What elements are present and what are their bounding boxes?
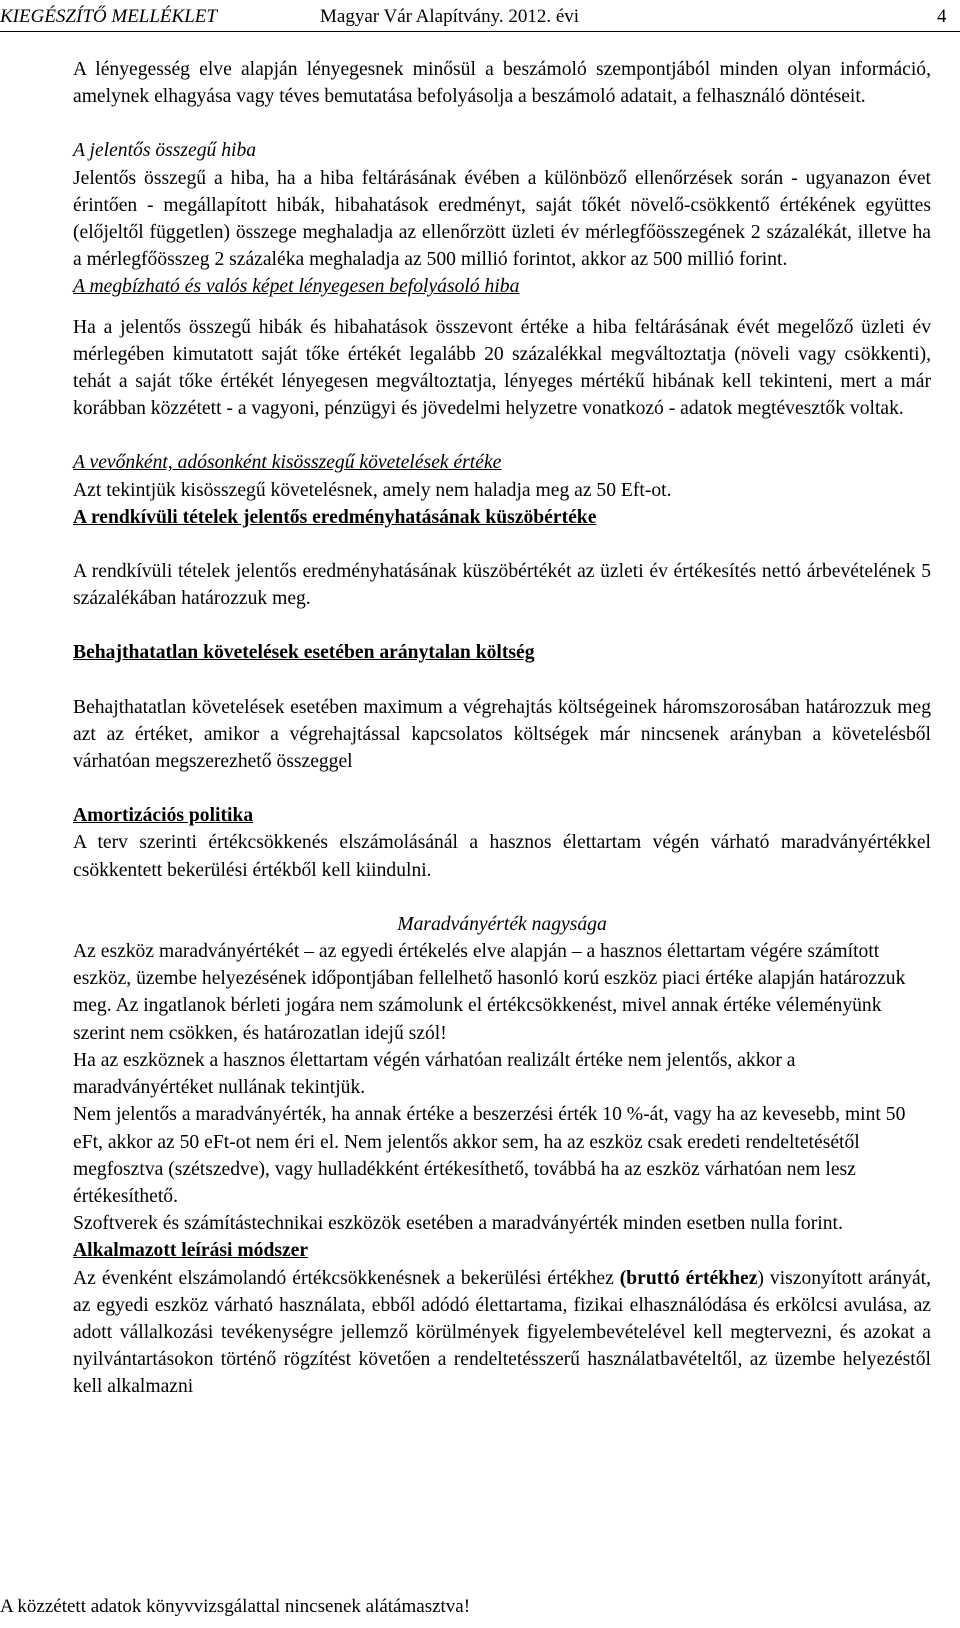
header-left: KIEGÉSZÍTŐ MELLÉKLET [0, 6, 217, 27]
section-heading: Amortizációs politika [73, 805, 254, 827]
section-body: Nem jelentős a maradványérték, ha annak értéke a beszerzési érték 10 %-át, vagy ha az kevesebb, mint 50 eFt, akkor az 50 eFt-ot nem éri el. Nem jelentős akkor sem, ha az eszköz csak eredeti rendeltetésétől megfosztva (szétszedve), vagy hulladékként értékesíthető, továbbá ha az eszköz várhatóan nem lesz értékesíthető. [73, 1104, 906, 1207]
section-body: Szoftverek és számítástechnikai eszközök esetében a maradványérték minden esetben nulla forint. [73, 1213, 843, 1235]
body-text-bold: (bruttó értékhez [619, 1267, 758, 1289]
body-text: ) viszonyított arányát, az egyedi eszköz várható használata, ebből adódó élettartama, fizikai elhasználódása és erkölcsi avulása, az adott vállalkozási tevékenységre jellemző körülmények figyelembevételével kell megtervezni, és azokat a nyilvántartásokon történő rögzítést követően a rendeltetésszerű használatbavételtől, az üzembe helyezéstől kell alkalmazni [73, 1267, 931, 1398]
header-rule [0, 31, 960, 32]
document-body [73, 56, 931, 1401]
page-footer: A közzétett adatok könyvvizsgálattal nincsenek alátámasztva! [0, 1596, 471, 1617]
header-center: Magyar Vár Alapítvány. 2012. évi [320, 6, 580, 27]
section-body: A rendkívüli tételek jelentős eredményhatásának küszöbértékét az üzleti év értékesítés nettó árbevételének 5 százalékában határozzuk meg. [73, 561, 931, 610]
page-number: 4 [937, 6, 947, 27]
section-heading: A jelentős összegű hiba [73, 140, 257, 162]
section-body: Behajthatatlan követelések esetében maximum a végrehajtás költségeinek háromszorosában határozzuk meg azt az értéket, amikor a végrehajtással kapcsolatos költségek már nincsenek arányban a követelésből várhatóan megszerezhető összeggel [73, 696, 931, 773]
section-body: Ha a jelentős összegű hibák és hibahatások összevont értéke a hiba feltárásának évét megelőző üzleti év mérlegében kimutatott saját tőke értékét legalább 20 százalékkal megváltoztatja (növeli vagy csökkenti), tehát a saját tőke értékét lényegesen megváltoztatja, lényeges mértékű hibának kell tekinteni, mert a már korábban közzétett - a vagyoni, pénzügyi és jövedelmi helyzetre vonatkozó - adatok megtévesztők voltak. [73, 316, 931, 420]
section-heading: A rendkívüli tételek jelentős eredményhatásának küszöbértéke [73, 506, 597, 528]
section-body: A terv szerinti értékcsökkenés elszámolásánál a hasznos élettartam végén várható maradványértékkel csökkentett bekerülési értékből kell kiindulni. [73, 832, 931, 881]
section-heading: Behajthatatlan követelések esetében aránytalan költség [73, 642, 535, 664]
section-heading: A vevőnként, adósonként kisösszegű követelések értéke [73, 452, 502, 474]
section-body: Ha az eszköznek a hasznos élettartam végén várhatóan realizált értéke nem jelentős, akkor a maradványértéket nullának tekintjük. [73, 1049, 796, 1099]
section-heading: Maradványérték nagysága [397, 913, 607, 935]
section-heading: Alkalmazott leírási módszer [73, 1240, 309, 1262]
body-text: Az évenként elszámolandó értékcsökkenésnek a bekerülési értékhez [73, 1267, 620, 1289]
page-header [0, 6, 960, 30]
section-body: Jelentős összegű a hiba, ha a hiba feltárásának évében a különböző ellenőrzések során - ugyanazon évet érintően - megállapított hibák, hibahatások eredményt, saját tőkét növelő-csökkentő értékének együttes (előjeltől független) összege meghaladja az ellenőrzött üzleti év mérlegfőösszegének 2 százalékát, illetve ha a mérlegfőösszeg 2 százaléka meghaladja az 500 millió forintot, akkor az 500 millió forint. [73, 167, 931, 271]
section-body [73, 1265, 931, 1401]
intro-paragraph: A lényegesség elve alapján lényegesnek minősül a beszámoló szempontjából minden olyan információ, amelynek elhagyása vagy téves bemutatása befolyásolja a beszámoló adatait, a felhasználó döntéseit. [73, 59, 931, 108]
section-body: Az eszköz maradványértékét – az egyedi értékelés elve alapján – a hasznos élettartam végére számított eszköz, üzembe helyezésének időpontjában fellelhető hasonló korú eszköz piaci értéke alapján határozzuk meg. Az ingatlanok bérleti jogára nem számolunk el értékcsökkenést, mivel annak értéke véleményünk szerint nem csökken, és határozatlan idejű szól! [73, 941, 906, 1044]
section-body: Azt tekintjük kisösszegű követelésnek, amely nem haladja meg az 50 Eft-ot. [73, 479, 672, 501]
section-heading: A megbízható és valós képet lényegesen befolyásoló hiba [73, 276, 520, 298]
